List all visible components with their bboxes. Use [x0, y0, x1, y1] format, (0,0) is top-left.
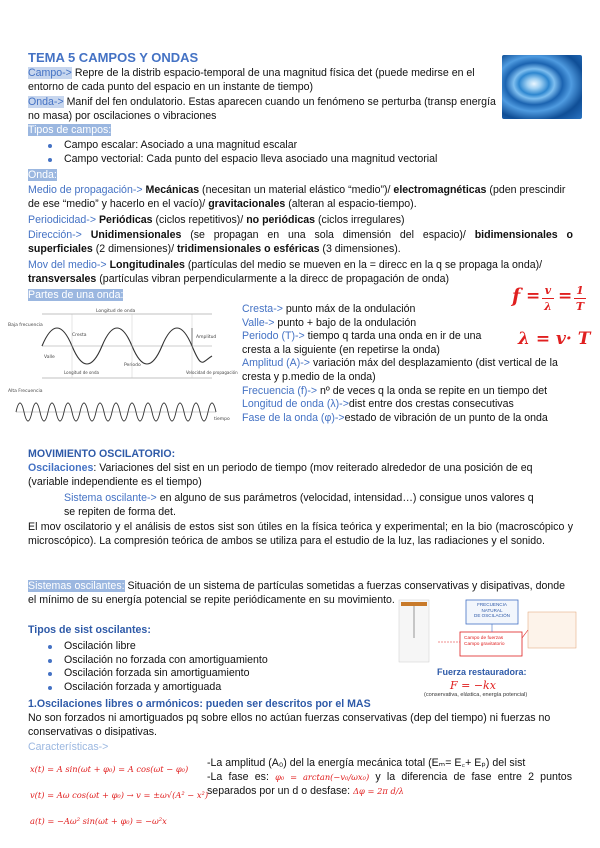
list-item: Periodo (T)-> tiempo q tarda una onda en ir de una cresta a la siguiente (en repetirse la onda): [242, 330, 482, 356]
fuerza-restauradora-label: Fuerza restauradora:: [437, 667, 527, 677]
tipos-sist-heading: Tipos de sist oscilantes:: [28, 624, 151, 636]
partes-list: [242, 303, 572, 425]
equation-position: x(t) = A sin(ωt + φ₀) = A cos(ωt − φ₀): [30, 764, 189, 774]
list-item: Fase de la onda (φ)->estado de vibración de un punto de la onda: [242, 411, 548, 424]
longitud-onda-label: Longitud de onda: [64, 370, 99, 375]
wave-diagram: [6, 304, 240, 432]
hooke-law: F = −kx: [450, 679, 496, 692]
fuerza-tipos: (conservativa, elástica, energía potencial): [424, 692, 528, 698]
onda-definition: Onda-> Manif del fen ondulatorio. Estas aparecen cuando un fenómeno se perturba (transp energía no masa) por oscilaciones o vibraciones: [28, 96, 496, 122]
tiempo-label: tiempo: [214, 417, 230, 422]
frecuencia-natural-label: FRECUENCIA NATURAL: [477, 602, 507, 613]
amplitud-label: Amplitud: [196, 335, 217, 340]
velocidad-label: Velocidad de propagación: [186, 370, 238, 375]
mov-medio: Mov del medio-> Longitudinales (partículas del medio se mueven en la = direcc en la q se propaga la onda)/ transversales (partículas vibran perpendicularmente a la direcc de propagación de onda): [28, 259, 543, 285]
campo-definition: Campo-> Repre de la distrib espacio-temporal de una magnitud física det (puede medirse en el entorno de cada punto del espacio en un instante de tiempo): [28, 67, 475, 93]
list-item: Cresta-> punto máx de la ondulación: [242, 303, 416, 315]
onda-heading: Onda:: [28, 169, 57, 181]
periodo-label: Periodo: [124, 363, 141, 368]
libres-heading: 1.Oscilaciones libres o armónicos: pueden ser descritos por el MAS: [28, 698, 371, 710]
tipos-campos-heading: Tipos de campos:: [28, 124, 112, 136]
wavelength-formula: λ = v· T: [518, 329, 591, 349]
equation-acceleration: a(t) = −Aω² sin(ωt + φ₀) = −ω²x: [30, 816, 167, 826]
list-item: Longitud de onda (λ)->dist entre dos crestas consecutivas: [242, 398, 514, 411]
list-item: Oscilación forzada y amortiguada: [28, 681, 368, 695]
periodicidad: Periodicidad-> Periódicas (ciclos repetitivos)/ no periódicas (ciclos irregulares): [28, 214, 405, 226]
fase-caract: -La fase es: φ₀ = arctan(−v₀/ωx₀) y la diferencia de fase entre 2 puntos separados por un d o desfase: Δφ = 2π d/λ: [207, 771, 572, 797]
oscillation-figure: [398, 598, 578, 666]
direccion: Dirección-> Unidimensionales (se propagan en una sola dimensión del espacio)/ bidimensionales o superficiales (2 dimensiones)/ tridimensionales o esféricas (3 dimensiones).: [28, 229, 573, 255]
partes-heading: Partes de una onda:: [28, 289, 124, 301]
baja-frecuencia-label: Baja frecuencia: [8, 323, 43, 328]
de-oscilacion-label: DE OSCILACIÓN: [474, 613, 510, 618]
mov-osc-heading: MOVIMIENTO OSCILATORIO:: [28, 448, 176, 460]
caracteristicas-label: Características->: [28, 741, 109, 753]
libres-text: No son forzados ni amortiguados pq sobre ellos no actúan fuerzas conservativas (dep del tiempo) ni fuerzas no conservativas o disipativas.: [28, 712, 551, 738]
sistemas-oscilantes: Sistemas oscilantes: Situación de un sistema de partículas sometidas a fuerzas conservativas y disipativas, donde el mínimo de su energía potencial se repite periódicamente en su movimiento.: [28, 580, 566, 606]
list-item: Amplitud (A)-> variación máx del desplazamiento (dist vertical de la cresta y p.medio de la onda): [242, 357, 558, 383]
oscilaciones: Oscilaciones: Variaciones del sist en un periodo de tiempo (mov reiterado alrededor de una posición de eq (variable independiente es el tiempo): [28, 462, 533, 488]
list-item: Oscilación libre: [28, 640, 368, 654]
list-item: Frecuencia (f)-> nº de veces q la onda se repite en un tiempo det: [242, 384, 548, 397]
medio-propagacion: Medio de propagación-> Mecánicas (necesitan un material elástico “medio”)/ electromagnéticas (pden prescindir de ese “medio” y hacerlo en el vacío)/ gravitacionales (alteran al espacio-tiempo).: [28, 184, 566, 210]
sistema-oscilante: Sistema oscilante-> en alguno de sus parámetros (velocidad, intensidad…) consigue unos valores q se repiten de forma det.: [64, 492, 534, 518]
list-item: Oscilación forzada sin amortiguamiento: [28, 667, 368, 681]
campo-fuerzas-label: Campo de fuerzas: [464, 636, 504, 641]
page-title: TEMA 5 CAMPOS Y ONDAS: [28, 50, 199, 65]
amplitud-caract: -La amplitud (A₀) del la energía mecánica total (Eₘ= E꜀+ Eₚ) del sist: [207, 757, 526, 769]
campo-gravitatorio-label: Campo gravitatorio: [464, 642, 505, 647]
alta-frecuencia-label: Alta Frecuencia: [8, 389, 43, 394]
tipos-campos-list: [28, 139, 548, 166]
list-item: Valle-> punto + bajo de la ondulación: [242, 316, 417, 329]
list-item: Campo escalar: Asociado a una magnitud escalar: [28, 139, 548, 153]
list-item: Campo vectorial: Cada punto del espacio lleva asociado una magnitud vectorial: [28, 153, 548, 167]
longitud-label: Longitud de onda: [96, 309, 136, 314]
water-drop-image: [502, 55, 582, 119]
list-item: Oscilación no forzada con amortiguamiento: [28, 654, 368, 668]
cresta-label: Cresta: [72, 333, 87, 338]
mov-osc-paragraph: El mov oscilatorio y el análisis de estos sist son útiles en la física teórica y experimental; en la bio (macroscópico y microscópico). La compresión teórica de ambos se utiliza para el estudio de la luz, las radiaciones y el sonido.: [28, 521, 573, 547]
equation-velocity: v(t) = Aω cos(ωt + φ₀) → v = ±ω√(A² − x²): [30, 790, 209, 800]
valle-label: Valle: [44, 355, 55, 360]
tipos-sist-list: [28, 640, 368, 694]
